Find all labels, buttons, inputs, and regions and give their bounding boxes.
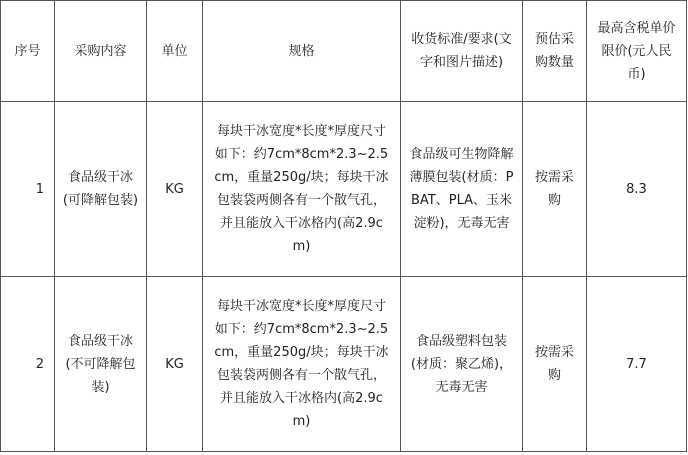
header-spec: 规格	[203, 1, 401, 102]
row-price: 7.7	[587, 277, 687, 452]
row-price: 8.3	[587, 102, 687, 277]
row-spec: 每块干冰宽度*长度*厚度尺寸如下：约7cm*8cm*2.3~2.5cm，重量250g/块；每块干冰包装袋两侧各有一个散气孔，并且能放入干冰格内(高2.9cm)	[203, 277, 401, 452]
table-row	[1, 277, 687, 452]
row-quantity: 按需采购	[523, 277, 587, 452]
header-acceptance: 收货标准/要求(文字和图片描述)	[401, 1, 523, 102]
row-content: 食品级干冰(可降解包装)	[55, 102, 147, 277]
header-row	[1, 1, 687, 102]
row-acceptance: 食品级可生物降解薄膜包装(材质：PBAT、PLA、玉米淀粉)，无毒无害	[401, 102, 523, 277]
header-price: 最高含税单价限价(元人民币)	[587, 1, 687, 102]
row-unit: KG	[147, 102, 203, 277]
table-row	[1, 102, 687, 277]
header-unit: 单位	[147, 1, 203, 102]
row-content: 食品级干冰(不可降解包装)	[55, 277, 147, 452]
row-quantity: 按需采购	[523, 102, 587, 277]
row-index: 1	[1, 102, 55, 277]
row-unit: KG	[147, 277, 203, 452]
row-acceptance: 食品级塑料包装(材质：聚乙烯)，无毒无害	[401, 277, 523, 452]
header-content: 采购内容	[55, 1, 147, 102]
row-spec: 每块干冰宽度*长度*厚度尺寸如下：约7cm*8cm*2.3~2.5cm，重量250g/块；每块干冰包装袋两侧各有一个散气孔，并且能放入干冰格内(高2.9cm)	[203, 102, 401, 277]
header-quantity: 预估采购数量	[523, 1, 587, 102]
header-index: 序号	[1, 1, 55, 102]
row-index: 2	[1, 277, 55, 452]
